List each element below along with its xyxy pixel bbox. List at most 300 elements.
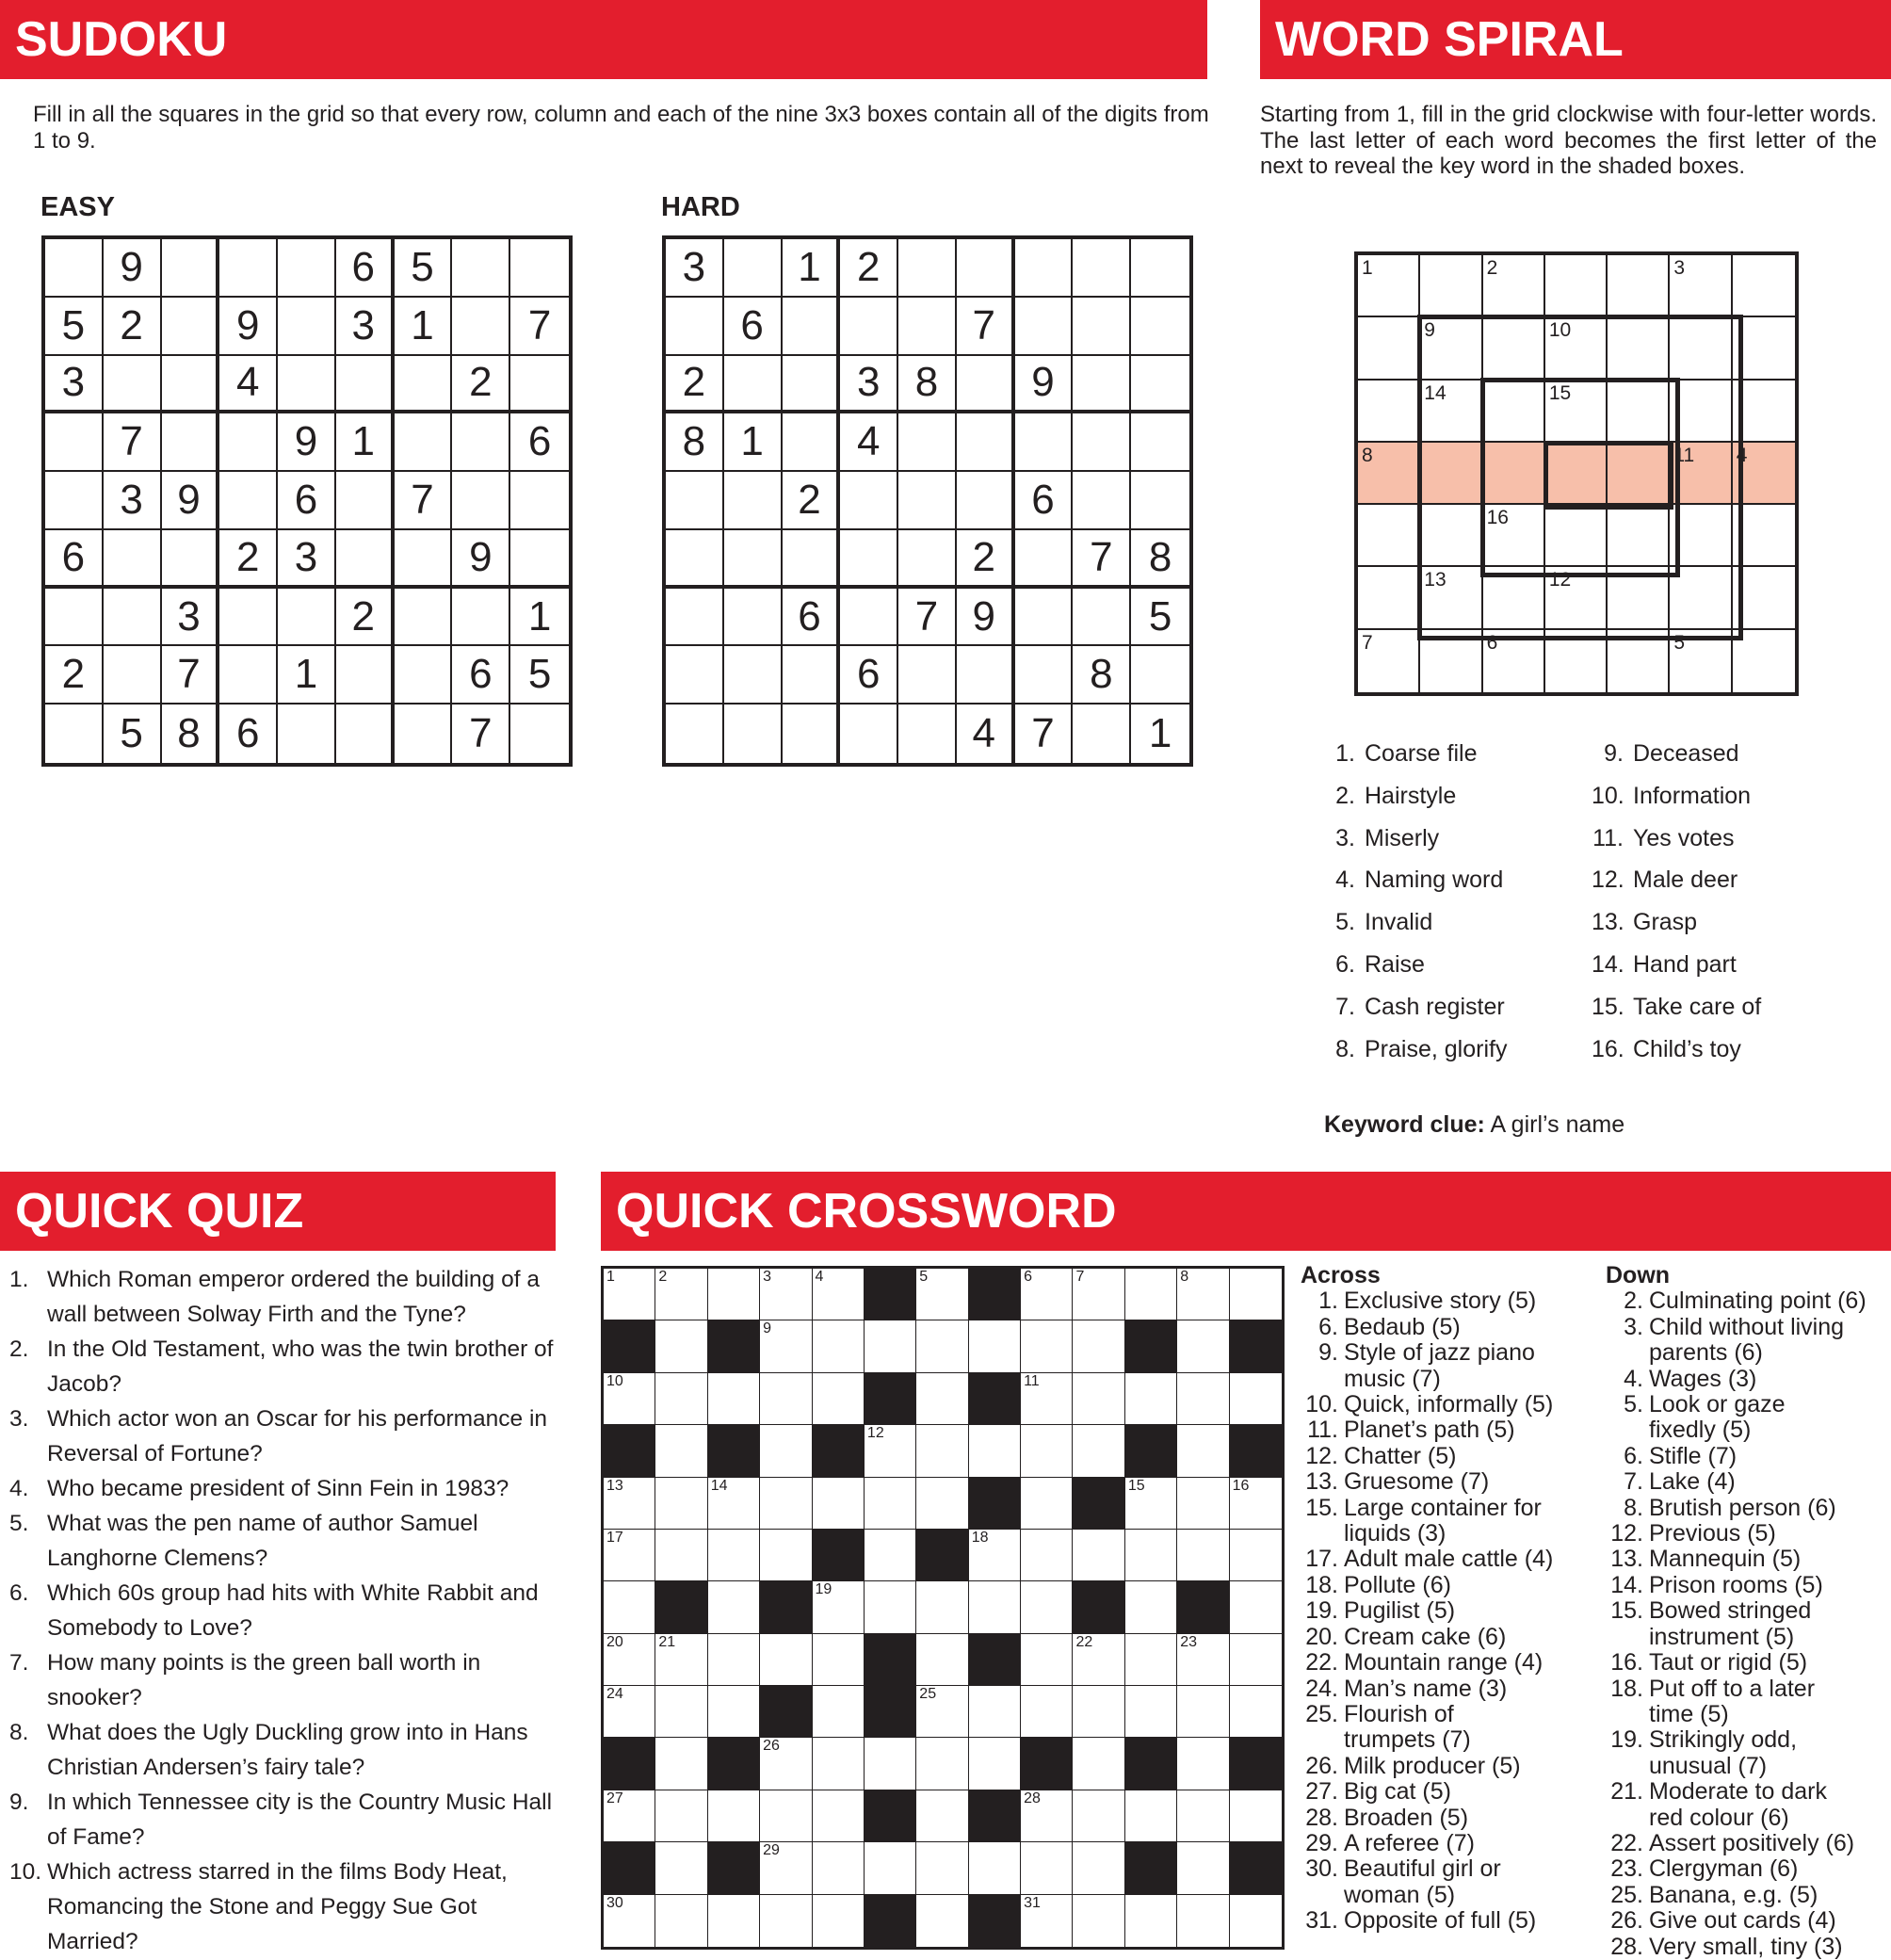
- sudoku-cell: [1131, 298, 1189, 356]
- sudoku-cell: [104, 356, 162, 414]
- crossword-clue-text: Planet’s path (5): [1344, 1417, 1515, 1444]
- crossword-clue-text: Look or gaze: [1649, 1391, 1786, 1418]
- crossword-cell: [604, 1478, 655, 1530]
- across-heading: Across: [1301, 1262, 1381, 1288]
- spiral-clue-number: 15.: [1592, 993, 1624, 1020]
- crossword-clue-line: [1301, 1779, 1583, 1805]
- crossword-clue-line: [1606, 1856, 1888, 1882]
- crossword-clue-text: Opposite of full (5): [1344, 1907, 1537, 1935]
- sudoku-cell: [219, 413, 278, 472]
- spiral-clue: [1592, 867, 1874, 909]
- crossword-cell-number: 4: [815, 1269, 824, 1285]
- crossword-clue-line: [1301, 1727, 1583, 1753]
- crossword-cell: [1073, 1738, 1124, 1790]
- crossword-black-cell: [969, 1269, 1021, 1320]
- sudoku-cell: [336, 472, 395, 530]
- spiral-clue-text: Deceased: [1633, 740, 1739, 767]
- sudoku-cell: 1: [336, 413, 395, 472]
- crossword-clue-number: 7.: [1624, 1468, 1643, 1496]
- crossword-clue-text: Large container for: [1344, 1494, 1542, 1521]
- sudoku-cell: [1015, 646, 1074, 705]
- crossword-cell: [865, 1738, 916, 1790]
- spiral-cell: [1670, 381, 1732, 443]
- sudoku-cell: [219, 646, 278, 705]
- crossword-clue-number: 28.: [1610, 1933, 1643, 1960]
- crossword-cell: [604, 1269, 655, 1320]
- quiz-question-number: 5.: [9, 1511, 29, 1536]
- spiral-cell: [1733, 443, 1795, 505]
- sudoku-easy-grid: [41, 235, 573, 767]
- crossword-black-cell: [760, 1581, 812, 1633]
- crossword-cell-number: 12: [866, 1425, 884, 1442]
- spiral-clue: [1592, 994, 1874, 1036]
- crossword-clue-number: 5.: [1624, 1391, 1643, 1418]
- crossword-clue-line: [1301, 1650, 1583, 1676]
- crossword-cell: [916, 1269, 968, 1320]
- crossword-clue-text: woman (5): [1344, 1881, 1456, 1908]
- crossword-clue-text: Mountain range (4): [1344, 1649, 1544, 1677]
- quiz-question-text: Which actress starred in the films Body Heat, Romancing the Stone and Peggy Sue Got Married?: [47, 1859, 508, 1954]
- sudoku-cell: 6: [840, 646, 898, 705]
- sudoku-cell: [666, 298, 724, 356]
- crossword-clue-number: 3.: [1624, 1313, 1643, 1340]
- crossword-black-cell: [813, 1530, 865, 1581]
- crossword-cell: [708, 1478, 760, 1530]
- spiral-cell: [1545, 567, 1608, 629]
- crossword-cell-number: 8: [1180, 1269, 1189, 1285]
- quiz-question-text: Which Roman emperor ordered the building of a wall between Solway Firth and the Tyne?: [47, 1267, 540, 1327]
- spiral-cell: [1670, 630, 1732, 692]
- quiz-question-text: In the Old Testament, who was the twin brother of Jacob?: [47, 1336, 554, 1397]
- sudoku-cell: 5: [45, 298, 104, 356]
- crossword-cell: [1177, 1373, 1229, 1425]
- crossword-black-cell: [865, 1895, 916, 1947]
- crossword-cell: [655, 1269, 707, 1320]
- crossword-cell: [760, 1425, 812, 1477]
- spiral-clue-number: 16.: [1592, 1035, 1624, 1062]
- spiral-cell: [1608, 381, 1670, 443]
- spiral-cell: [1483, 255, 1545, 317]
- quiz-question: [0, 1401, 556, 1471]
- sudoku-cell: 9: [452, 530, 510, 589]
- crossword-cell-number: 31: [1024, 1894, 1041, 1911]
- quiz-question-number: 7.: [9, 1650, 29, 1676]
- quiz-question-number: 3.: [9, 1406, 29, 1432]
- sudoku-cell: [45, 705, 104, 763]
- spiral-cell-number: 6: [1486, 631, 1498, 654]
- crossword-cell: [813, 1790, 865, 1842]
- spiral-cell-number: 2: [1486, 257, 1498, 279]
- crossword-cell: [655, 1790, 707, 1842]
- crossword-cell-number: 23: [1180, 1633, 1198, 1650]
- crossword-cell: [1177, 1842, 1229, 1894]
- crossword-clue-text: trumpets (7): [1344, 1726, 1471, 1754]
- crossword-clue-line: [1301, 1573, 1583, 1598]
- crossword-cell: [655, 1686, 707, 1738]
- crossword-clue-number: [1606, 1702, 1643, 1727]
- crossword-clue-number: 12.: [1305, 1442, 1338, 1469]
- crossword-cell: [1125, 1634, 1177, 1686]
- crossword-clue-text: Give out cards (4): [1649, 1907, 1836, 1935]
- crossword-cell: [760, 1373, 812, 1425]
- crossword-cell: [655, 1738, 707, 1790]
- crossword-cell: [604, 1895, 655, 1947]
- sudoku-cell: 7: [104, 413, 162, 472]
- crossword-cell-number: 5: [919, 1269, 929, 1285]
- sudoku-cell: 3: [45, 356, 104, 414]
- spiral-cell: [1545, 443, 1608, 505]
- crossword-clue-line: [1301, 1908, 1583, 1934]
- spiral-cell: [1670, 443, 1732, 505]
- crossword-clue-line: [1606, 1727, 1888, 1753]
- sudoku-cell: [724, 239, 783, 298]
- sudoku-cell: 4: [219, 356, 278, 414]
- crossword-cell: [1177, 1530, 1229, 1581]
- spiral-clue: [1592, 740, 1874, 783]
- sudoku-cell: [898, 646, 957, 705]
- sudoku-cell: [1131, 356, 1189, 414]
- crossword-clue-number: 6.: [1624, 1442, 1643, 1469]
- sudoku-cell: 3: [162, 589, 220, 647]
- sudoku-title: SUDOKU: [15, 12, 228, 67]
- sudoku-cell: 9: [278, 413, 336, 472]
- spiral-cell: [1483, 443, 1545, 505]
- spiral-cell: [1420, 317, 1482, 380]
- crossword-clue-number: 13.: [1610, 1546, 1643, 1573]
- sudoku-cell: [724, 705, 783, 763]
- crossword-clue-text: Moderate to dark: [1649, 1778, 1827, 1806]
- sudoku-cell: [452, 298, 510, 356]
- spiral-clue-text: Cash register: [1365, 993, 1505, 1020]
- crossword-cell: [1073, 1842, 1124, 1894]
- sudoku-cell: [666, 589, 724, 647]
- crossword-cell: [1021, 1895, 1073, 1947]
- crossword-clue-text: Pugilist (5): [1344, 1597, 1456, 1625]
- sudoku-cell: [1073, 239, 1131, 298]
- spiral-clue-text: Child’s toy: [1633, 1035, 1741, 1062]
- crossword-clue-line: [1301, 1754, 1583, 1779]
- sudoku-cell: 3: [278, 530, 336, 589]
- spiral-cell: [1670, 505, 1732, 567]
- crossword-cell: [1073, 1634, 1124, 1686]
- crossword-clue-line: [1606, 1444, 1888, 1469]
- sudoku-cell: 7: [452, 705, 510, 763]
- sudoku-cell: [1015, 239, 1074, 298]
- crossword-cell: [708, 1790, 760, 1842]
- spiral-cell: [1670, 567, 1732, 629]
- crossword-clue-number: 20.: [1305, 1623, 1338, 1650]
- crossword-cell: [1177, 1634, 1229, 1686]
- crossword-clue-number: 9.: [1318, 1339, 1338, 1367]
- word-spiral-clues-left: [1323, 740, 1568, 1077]
- quick-quiz-questions: [0, 1262, 556, 1959]
- sudoku-cell: 2: [45, 646, 104, 705]
- quiz-question: [0, 1855, 556, 1959]
- spiral-clue: [1323, 994, 1568, 1036]
- crossword-clue-line: [1301, 1315, 1583, 1340]
- crossword-clue-number: 17.: [1305, 1546, 1338, 1573]
- sudoku-cell: 9: [1015, 356, 1074, 414]
- crossword-clue-number: 27.: [1305, 1778, 1338, 1806]
- spiral-cell: [1733, 317, 1795, 380]
- crossword-black-cell: [865, 1269, 916, 1320]
- crossword-black-cell: [969, 1790, 1021, 1842]
- crossword-cell: [969, 1320, 1021, 1372]
- crossword-clue-text: Exclusive story (5): [1344, 1288, 1537, 1315]
- crossword-cell: [1125, 1269, 1177, 1320]
- sudoku-cell: 4: [840, 413, 898, 472]
- spiral-cell: [1358, 317, 1420, 380]
- spiral-cell: [1733, 630, 1795, 692]
- crossword-clue-line: [1301, 1444, 1583, 1469]
- sudoku-cell: [510, 472, 569, 530]
- spiral-clue-number: 1.: [1335, 740, 1355, 767]
- crossword-cell: [1021, 1581, 1073, 1633]
- crossword-cell: [1073, 1895, 1124, 1947]
- quick-quiz-banner: [0, 1172, 556, 1251]
- sudoku-cell: [395, 646, 453, 705]
- crossword-cell-number: 3: [763, 1269, 772, 1285]
- sudoku-cell: [1131, 472, 1189, 530]
- sudoku-cell: 6: [278, 472, 336, 530]
- crossword-cell: [760, 1790, 812, 1842]
- spiral-clue-number: 13.: [1592, 909, 1624, 936]
- crossword-clue-text: Strikingly odd,: [1649, 1726, 1798, 1754]
- sudoku-cell: [957, 646, 1015, 705]
- sudoku-cell: [666, 472, 724, 530]
- spiral-cell: [1670, 255, 1732, 317]
- crossword-clue-number: 15.: [1610, 1597, 1643, 1625]
- crossword-clue-text: instrument (5): [1649, 1623, 1795, 1650]
- easy-label: EASY: [40, 192, 115, 222]
- crossword-clue-line: [1606, 1754, 1888, 1779]
- sudoku-cell: 1: [724, 413, 783, 472]
- crossword-clue-line: [1301, 1367, 1583, 1392]
- spiral-clue-number: 3.: [1335, 824, 1355, 851]
- crossword-cell: [1021, 1634, 1073, 1686]
- crossword-black-cell: [604, 1425, 655, 1477]
- sudoku-cell: 7: [162, 646, 220, 705]
- spiral-clue-number: 14.: [1592, 950, 1624, 978]
- quick-crossword-title: QUICK CROSSWORD: [616, 1184, 1117, 1239]
- crossword-black-cell: [1125, 1738, 1177, 1790]
- quiz-question-text: Who became president of Sinn Fein in 1983?: [47, 1476, 509, 1501]
- sudoku-cell: [336, 705, 395, 763]
- crossword-clue-line: [1301, 1547, 1583, 1572]
- sudoku-cell: [666, 646, 724, 705]
- crossword-clue-number: 2.: [1624, 1288, 1643, 1315]
- spiral-cell: [1608, 567, 1670, 629]
- crossword-clue-number: 31.: [1305, 1907, 1338, 1935]
- quiz-question-text: Which actor won an Oscar for his performance in Reversal of Fortune?: [47, 1406, 548, 1466]
- sudoku-cell: [1073, 298, 1131, 356]
- sudoku-cell: 8: [666, 413, 724, 472]
- spiral-cell: [1420, 567, 1482, 629]
- sudoku-cell: 6: [336, 239, 395, 298]
- crossword-cell: [813, 1373, 865, 1425]
- crossword-clue-line: [1301, 1340, 1583, 1366]
- crossword-cell: [1230, 1530, 1282, 1581]
- crossword-clue-line: [1301, 1702, 1583, 1727]
- sudoku-cell: 1: [1148, 710, 1172, 757]
- crossword-clue-number: 16.: [1610, 1649, 1643, 1677]
- crossword-black-cell: [1230, 1425, 1282, 1477]
- sudoku-cell: 3: [336, 298, 395, 356]
- crossword-clue-number: [1606, 1417, 1643, 1443]
- crossword-clue-text: Bedaub (5): [1344, 1313, 1461, 1340]
- crossword-cell-number: 11: [1024, 1372, 1040, 1389]
- crossword-black-cell: [813, 1425, 865, 1477]
- spiral-cell-number: 16: [1486, 507, 1509, 529]
- crossword-cell: [1021, 1842, 1073, 1894]
- crossword-cell-number: 14: [710, 1477, 728, 1494]
- sudoku-cell: 2: [104, 298, 162, 356]
- sudoku-cell: 8: [1073, 646, 1131, 705]
- crossword-cell: [604, 1581, 655, 1633]
- sudoku-cell: 2: [840, 239, 898, 298]
- crossword-cell: [916, 1842, 968, 1894]
- spiral-clue-number: 4.: [1335, 867, 1355, 894]
- quiz-question: [0, 1332, 556, 1401]
- sudoku-cell: [395, 530, 453, 589]
- crossword-cell-number: 10: [606, 1372, 623, 1389]
- crossword-cell: [813, 1320, 865, 1372]
- sudoku-cell: 8: [1131, 530, 1189, 589]
- crossword-cell: [655, 1425, 707, 1477]
- sudoku-cell: [510, 530, 569, 589]
- sudoku-cell: [219, 589, 278, 647]
- spiral-clue-number: 12.: [1592, 867, 1624, 894]
- sudoku-cell: [666, 530, 724, 589]
- spiral-clue-text: Hairstyle: [1365, 782, 1457, 809]
- sudoku-cell: [957, 413, 1015, 472]
- crossword-clue-number: 19.: [1305, 1597, 1338, 1625]
- crossword-cell: [1021, 1530, 1073, 1581]
- crossword-black-cell: [1073, 1478, 1124, 1530]
- crossword-cell: [1230, 1895, 1282, 1947]
- spiral-cell: [1545, 317, 1608, 380]
- crossword-cell-number: 7: [1075, 1269, 1085, 1285]
- quiz-question-number: 8.: [9, 1720, 29, 1745]
- crossword-cell: [916, 1581, 968, 1633]
- crossword-cell: [916, 1790, 968, 1842]
- crossword-clue-text: Style of jazz piano: [1344, 1339, 1535, 1367]
- crossword-cell: [655, 1895, 707, 1947]
- sudoku-cell: 1: [510, 589, 569, 647]
- crossword-cell-number: 2: [658, 1269, 668, 1285]
- sudoku-cell: [278, 705, 336, 763]
- spiral-clue: [1323, 1036, 1568, 1078]
- crossword-cell: [1125, 1581, 1177, 1633]
- crossword-clue-number: [1606, 1806, 1643, 1831]
- sudoku-cell: [278, 589, 336, 647]
- crossword-cell: [708, 1686, 760, 1738]
- spiral-cell: [1358, 255, 1420, 317]
- spiral-cell: [1608, 317, 1670, 380]
- sudoku-cell: 5: [104, 705, 162, 763]
- sudoku-cell: 9: [957, 589, 1015, 647]
- spiral-cell-number: 9: [1424, 319, 1435, 342]
- sudoku-cell: [957, 472, 1015, 530]
- spiral-clue: [1323, 867, 1568, 909]
- crossword-clue-number: 12.: [1610, 1520, 1643, 1547]
- sudoku-cell: [104, 530, 162, 589]
- sudoku-cell: [104, 646, 162, 705]
- sudoku-cell: [162, 298, 220, 356]
- sudoku-cell: [724, 356, 783, 414]
- crossword-cell: [1021, 1790, 1073, 1842]
- crossword-cell: [708, 1634, 760, 1686]
- sudoku-cell: [1015, 589, 1074, 647]
- crossword-cell: [760, 1895, 812, 1947]
- sudoku-cell: [840, 298, 898, 356]
- spiral-cell: [1608, 505, 1670, 567]
- quiz-question-number: 9.: [9, 1790, 29, 1815]
- spiral-clue: [1592, 951, 1874, 994]
- crossword-clue-text: Brutish person (6): [1649, 1494, 1836, 1521]
- crossword-clue-text: Banana, e.g. (5): [1649, 1881, 1818, 1908]
- crossword-cell: [1177, 1686, 1229, 1738]
- crossword-clue-number: [1301, 1521, 1338, 1547]
- spiral-clue-text: Naming word: [1365, 867, 1504, 894]
- sudoku-cell: 7: [898, 589, 957, 647]
- sudoku-cell: 7: [957, 298, 1015, 356]
- sudoku-cell: [783, 530, 841, 589]
- crossword-clue-line: [1301, 1521, 1583, 1547]
- crossword-clue-line: [1606, 1831, 1888, 1856]
- crossword-clue-text: Big cat (5): [1344, 1778, 1451, 1806]
- sudoku-cell: [724, 530, 783, 589]
- sudoku-cell: 6: [1015, 472, 1074, 530]
- crossword-cell: [655, 1842, 707, 1894]
- quick-crossword-banner: [601, 1172, 1891, 1251]
- sudoku-cell: 8: [898, 356, 957, 414]
- spiral-cell: [1608, 443, 1670, 505]
- crossword-clue-text: Prison rooms (5): [1649, 1571, 1823, 1598]
- sudoku-cell: 1: [783, 239, 841, 298]
- crossword-clue-line: [1606, 1340, 1888, 1366]
- crossword-cell: [1177, 1790, 1229, 1842]
- sudoku-cell: [1015, 413, 1074, 472]
- spiral-cell: [1545, 630, 1608, 692]
- spiral-clue-text: Male deer: [1633, 867, 1738, 894]
- crossword-black-cell: [604, 1320, 655, 1372]
- crossword-cell-number: 24: [606, 1686, 623, 1703]
- crossword-cell: [604, 1790, 655, 1842]
- crossword-cell: [1230, 1686, 1282, 1738]
- sudoku-cell: [724, 646, 783, 705]
- sudoku-cell: [162, 239, 220, 298]
- quiz-question-text: What does the Ugly Duckling grow into in Hans Christian Andersen’s fairy tale?: [47, 1720, 528, 1780]
- spiral-clue: [1592, 825, 1874, 867]
- crossword-clue-line: [1301, 1469, 1583, 1495]
- crossword-cell: [865, 1530, 916, 1581]
- spiral-cell: [1358, 630, 1420, 692]
- crossword-clue-text: Cream cake (6): [1344, 1623, 1507, 1650]
- quiz-question-number: 2.: [9, 1336, 29, 1362]
- crossword-black-cell: [1125, 1425, 1177, 1477]
- crossword-clue-line: [1606, 1469, 1888, 1495]
- spiral-cell: [1358, 381, 1420, 443]
- crossword-cell: [916, 1373, 968, 1425]
- sudoku-cell: [1073, 356, 1131, 414]
- down-heading: Down: [1606, 1262, 1671, 1288]
- crossword-clue-number: [1301, 1367, 1338, 1392]
- spiral-cell: [1483, 505, 1545, 567]
- sudoku-cell: [452, 472, 510, 530]
- spiral-cell: [1670, 317, 1732, 380]
- crossword-clue-number: 23.: [1610, 1855, 1643, 1883]
